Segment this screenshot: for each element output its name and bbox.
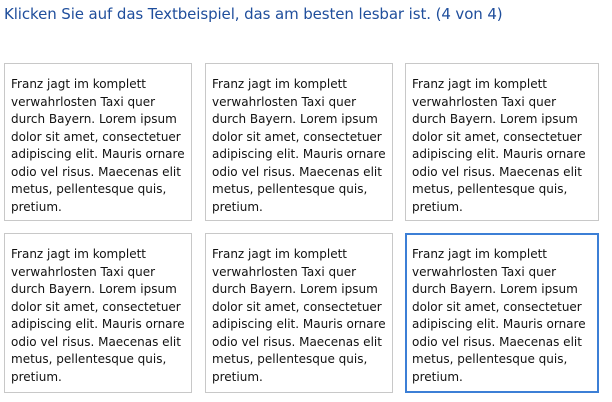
text-sample-1[interactable]: Franz jagt im komplett verwahrlosten Taxi quer durch Bayern. Lorem ipsum dolor sit amet, consectetuer adipiscing elit. Mauris ornare odio vel risus. Maecenas elit metus, pellentesque quis, pretium. xyxy=(4,63,192,221)
text-sample-6-selected[interactable]: Franz jagt im komplett verwahrlosten Taxi quer durch Bayern. Lorem ipsum dolor sit amet, consectetuer adipiscing elit. Mauris ornare odio vel risus. Maecenas elit metus, pellentesque quis, pretium. xyxy=(405,233,599,393)
text-sample-3[interactable]: Franz jagt im komplett verwahrlosten Taxi quer durch Bayern. Lorem ipsum dolor sit amet, consectetuer adipiscing elit. Mauris ornare odio vel risus. Maecenas elit metus, pellentesque quis, pretium. xyxy=(405,63,599,221)
page-title: Klicken Sie auf das Textbeispiel, das am besten lesbar ist. (4 von 4) xyxy=(4,5,503,23)
text-sample-2[interactable]: Franz jagt im komplett verwahrlosten Taxi quer durch Bayern. Lorem ipsum dolor sit amet, consectetuer adipiscing elit. Mauris ornare odio vel risus. Maecenas elit metus, pellentesque quis, pretium. xyxy=(205,63,393,221)
text-sample-4[interactable]: Franz jagt im komplett verwahrlosten Taxi quer durch Bayern. Lorem ipsum dolor sit amet, consectetuer adipiscing elit. Mauris ornare odio vel risus. Maecenas elit metus, pellentesque quis, pretium. xyxy=(4,233,192,393)
text-sample-5[interactable]: Franz jagt im komplett verwahrlosten Taxi quer durch Bayern. Lorem ipsum dolor sit amet, consectetuer adipiscing elit. Mauris ornare odio vel risus. Maecenas elit metus, pellentesque quis, pretium. xyxy=(205,233,393,393)
